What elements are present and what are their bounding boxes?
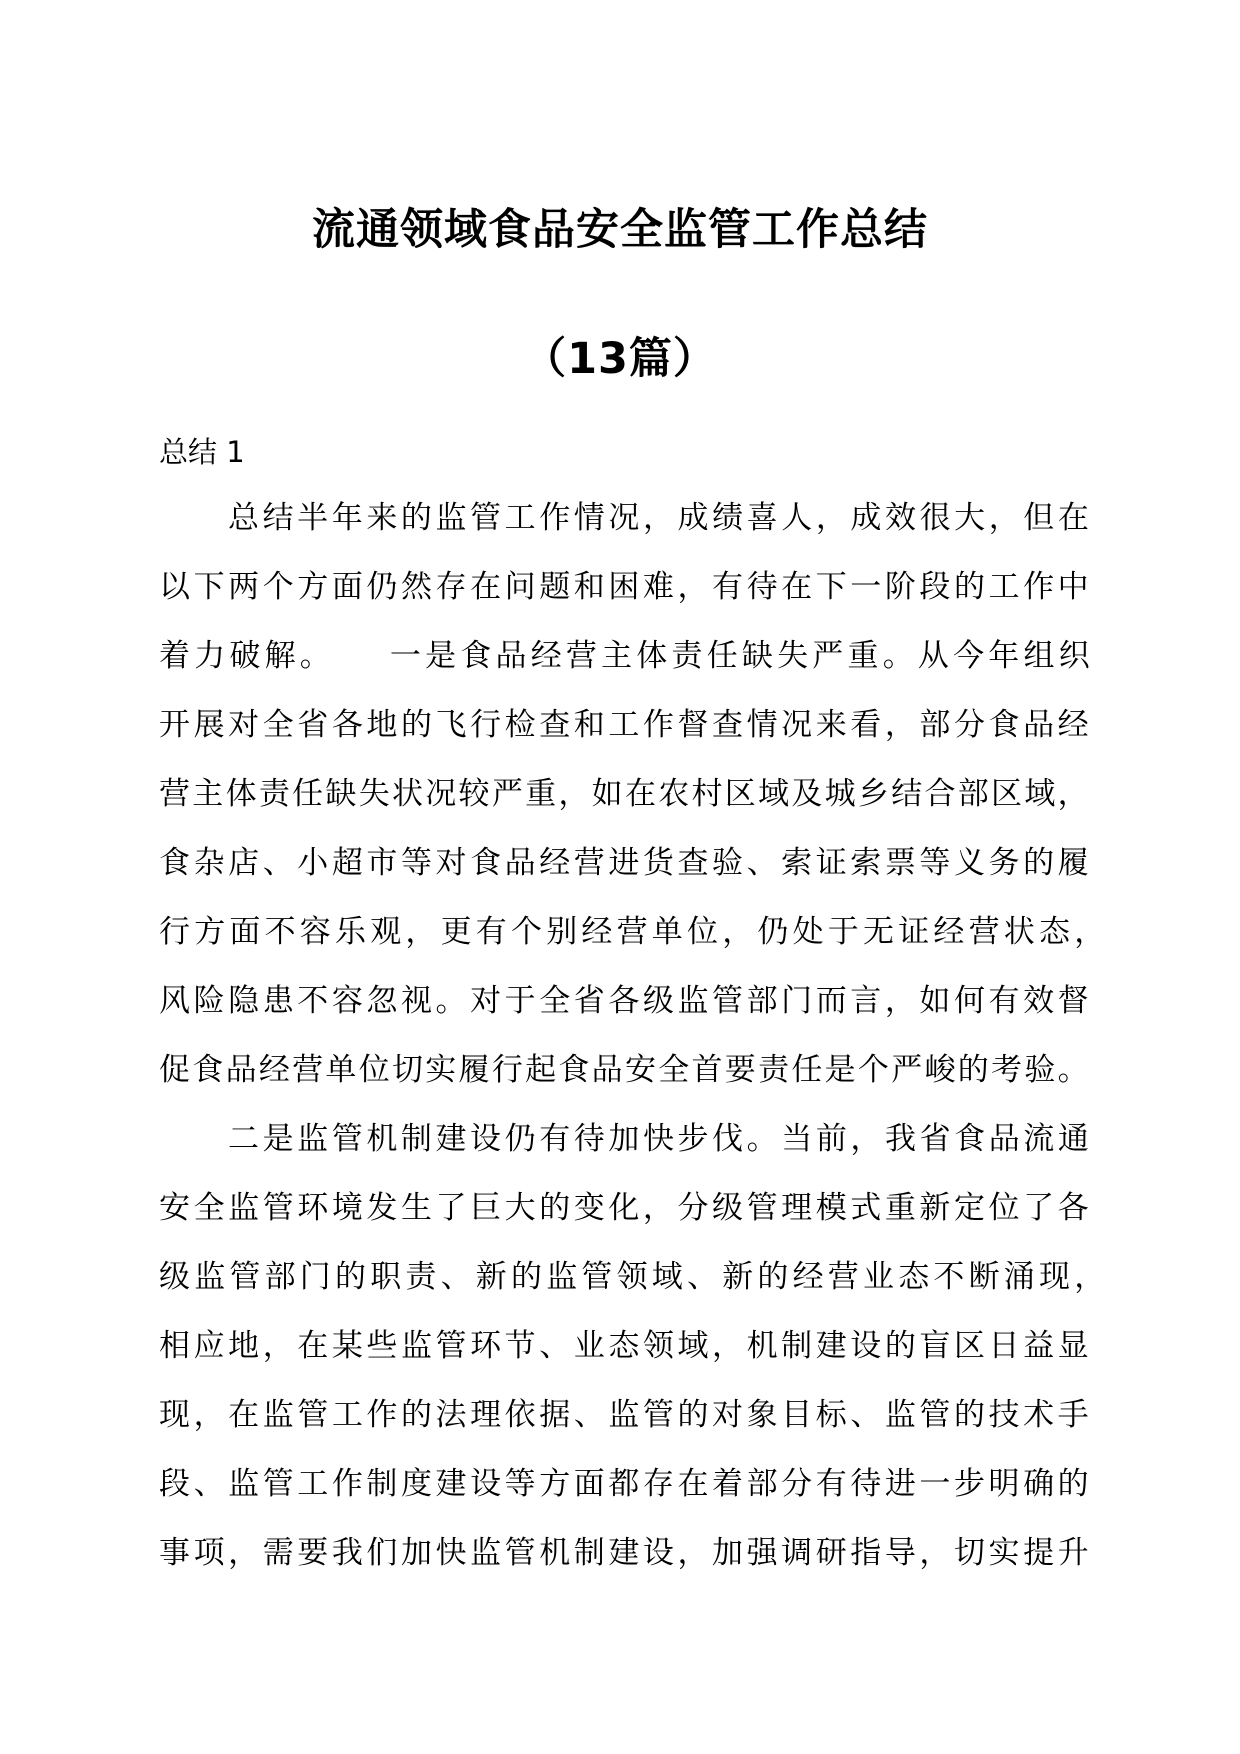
paragraph-line: 着力破解。 一是食品经营主体责任缺失严重。从今年组织: [159, 638, 1094, 674]
document-subtitle: （13篇）: [523, 334, 717, 384]
paragraph-line: 营 主 体 责 任 缺 失 状 况 较 严 重 ， 如 在 农 村 区 域 及 城 乡 结 合 部 区 域 ，: [159, 776, 1089, 812]
document-title: 流通领域食品安全监管工作总结: [312, 205, 928, 255]
paragraph-line: 相 应 地 ， 在 某 些 监 管 环 节 、 业 态 领 域 ， 机 制 建 设 的 盲 区 日 益 显: [159, 1328, 1089, 1364]
paragraph-line: 安 全 监 管 环 境 发 生 了 巨 大 的 变 化 ， 分 级 管 理 模 式 重 新 定 位 了 各: [159, 1190, 1089, 1226]
paragraph-line: 总 结 半 年 来 的 监 管 工 作 情 况 ， 成 绩 喜 人 ， 成 效 很 大 ， 但 在: [228, 500, 1089, 536]
paragraph-line: 现 ， 在 监 管 工 作 的 法 理 依 据 、 监 管 的 对 象 目 标 、 监 管 的 技 术 手: [159, 1397, 1089, 1433]
paragraph-line: 风 险 隐 患 不 容 忽 视 。 对 于 全 省 各 级 监 管 部 门 而 言 ， 如 何 有 效 督: [159, 983, 1089, 1019]
paragraph-line: 促 食 品 经 营 单 位 切 实 履 行 起 食 品 安 全 首 要 责 任 是 个 严 峻 的 考 验 。: [159, 1052, 1089, 1088]
paragraph-line: 食 杂 店 、 小 超 市 等 对 食 品 经 营 进 货 查 验 、 索 证 索 票 等 义 务 的 履: [159, 845, 1089, 881]
paragraph-line: 事 项 ， 需 要 我 们 加 快 监 管 机 制 建 设 ， 加 强 调 研 指 导 ， 切 实 提 升: [159, 1535, 1089, 1571]
paragraph-line: 级监管部门的职责、新的监管领域、新的经营业态不断涌现，: [159, 1259, 1110, 1295]
paragraph-line: 行方面不容乐观，更有个别经营单位，仍处于无证经营状态，: [159, 914, 1110, 950]
paragraph-line: 段 、 监 管 工 作 制 度 建 设 等 方 面 都 存 在 着 部 分 有 待 进 一 步 明 确 的: [159, 1466, 1089, 1502]
paragraph-line: 以 下 两 个 方 面 仍 然 存 在 问 题 和 困 难 ， 有 待 在 下 一 阶 段 的 工 作 中: [159, 569, 1089, 605]
section-label: 总结 1: [159, 435, 245, 469]
paragraph-line: 二 是 监 管 机 制 建 设 仍 有 待 加 快 步 伐 。 当 前 ， 我 省 食 品 流 通: [228, 1121, 1089, 1157]
paragraph-line: 开 展 对 全 省 各 地 的 飞 行 检 查 和 工 作 督 查 情 况 来 看 ， 部 分 食 品 经: [159, 707, 1089, 743]
